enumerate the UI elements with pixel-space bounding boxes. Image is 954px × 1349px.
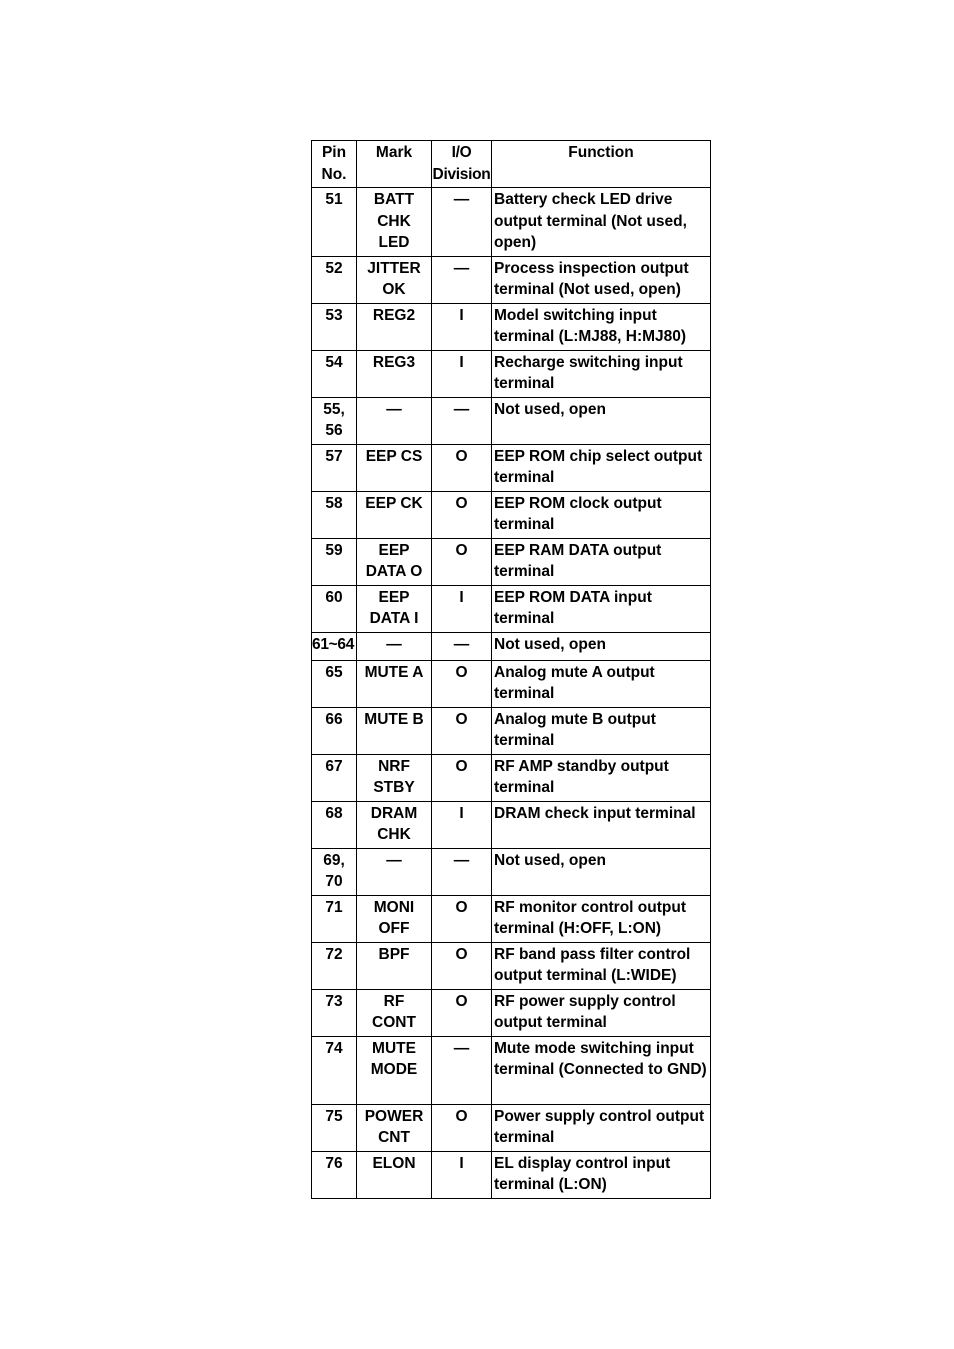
io-division-cell: —	[432, 256, 492, 303]
pin-function-table	[311, 140, 711, 1199]
pin-no-cell: 54	[312, 350, 357, 397]
io-division-cell: I	[432, 303, 492, 350]
pin-no-cell: 75	[312, 1104, 357, 1151]
function-cell: RF power supply control output terminal	[492, 989, 711, 1036]
table-row	[312, 538, 711, 585]
mark-cell: REG2	[357, 303, 432, 350]
pin-no-cell: 57	[312, 444, 357, 491]
pin-no-cell: 60	[312, 585, 357, 632]
pin-no-cell: 51	[312, 188, 357, 257]
function-cell: DRAM check input terminal	[492, 801, 711, 848]
function-cell: Recharge switching input terminal	[492, 350, 711, 397]
function-cell: EEP ROM clock output terminal	[492, 491, 711, 538]
table-row	[312, 256, 711, 303]
function-cell: EL display control input terminal (L:ON)	[492, 1151, 711, 1198]
table-row	[312, 303, 711, 350]
pin-no-cell: 61~64	[312, 632, 357, 660]
table-row	[312, 632, 711, 660]
function-cell: Mute mode switching input terminal (Connected to GND)	[492, 1036, 711, 1104]
io-division-cell: O	[432, 444, 492, 491]
pin-no-cell: 72	[312, 942, 357, 989]
table-row	[312, 585, 711, 632]
mark-cell: JITTER OK	[357, 256, 432, 303]
function-cell: Not used, open	[492, 397, 711, 444]
pin-no-cell: 59	[312, 538, 357, 585]
pin-no-cell: 73	[312, 989, 357, 1036]
table-row	[312, 660, 711, 707]
function-cell: Analog mute B output terminal	[492, 707, 711, 754]
io-division-cell: I	[432, 350, 492, 397]
io-division-cell: O	[432, 491, 492, 538]
io-division-cell: —	[432, 397, 492, 444]
io-division-cell: I	[432, 801, 492, 848]
mark-cell: EEP DATA I	[357, 585, 432, 632]
table-row	[312, 801, 711, 848]
header-function: Function	[492, 141, 711, 188]
pin-no-cell: 65	[312, 660, 357, 707]
io-division-cell: —	[432, 1036, 492, 1104]
mark-cell: —	[357, 848, 432, 895]
mark-cell: BPF	[357, 942, 432, 989]
mark-cell: —	[357, 632, 432, 660]
function-cell: Battery check LED drive output terminal (Not used, open)	[492, 188, 711, 257]
function-cell: Model switching input terminal (L:MJ88, H:MJ80)	[492, 303, 711, 350]
mark-cell: RF CONT	[357, 989, 432, 1036]
pin-no-cell: 76	[312, 1151, 357, 1198]
function-cell: RF band pass filter control output terminal (L:WIDE)	[492, 942, 711, 989]
mark-cell: ELON	[357, 1151, 432, 1198]
pin-no-cell: 68	[312, 801, 357, 848]
function-cell: Analog mute A output terminal	[492, 660, 711, 707]
table-row	[312, 1036, 711, 1104]
table-row	[312, 989, 711, 1036]
header-pin-no: Pin No.	[312, 141, 357, 188]
table-row	[312, 188, 711, 257]
function-cell: Not used, open	[492, 848, 711, 895]
io-division-cell: —	[432, 188, 492, 257]
table-row	[312, 707, 711, 754]
mark-cell: NRF STBY	[357, 754, 432, 801]
table-row	[312, 754, 711, 801]
pin-no-cell: 71	[312, 895, 357, 942]
table-row	[312, 444, 711, 491]
pin-no-cell: 69, 70	[312, 848, 357, 895]
mark-cell: MUTE B	[357, 707, 432, 754]
pin-no-cell: 67	[312, 754, 357, 801]
mark-cell: EEP CK	[357, 491, 432, 538]
mark-cell: MONI OFF	[357, 895, 432, 942]
io-division-cell: O	[432, 989, 492, 1036]
mark-cell: MUTE MODE	[357, 1036, 432, 1104]
pin-no-cell: 52	[312, 256, 357, 303]
mark-cell: BATT CHK LED	[357, 188, 432, 257]
table-row	[312, 397, 711, 444]
header-mark: Mark	[357, 141, 432, 188]
function-cell: Process inspection output terminal (Not used, open)	[492, 256, 711, 303]
function-cell: RF monitor control output terminal (H:OFF, L:ON)	[492, 895, 711, 942]
header-io-division: I/O Division	[432, 141, 492, 188]
io-division-cell: O	[432, 895, 492, 942]
function-cell: EEP ROM chip select output terminal	[492, 444, 711, 491]
pin-no-cell: 58	[312, 491, 357, 538]
mark-cell: POWER CNT	[357, 1104, 432, 1151]
io-division-cell: O	[432, 754, 492, 801]
pin-no-cell: 74	[312, 1036, 357, 1104]
io-division-cell: O	[432, 707, 492, 754]
function-cell: EEP ROM DATA input terminal	[492, 585, 711, 632]
pin-no-cell: 55, 56	[312, 397, 357, 444]
mark-cell: DRAM CHK	[357, 801, 432, 848]
table-row	[312, 1151, 711, 1198]
io-division-cell: I	[432, 1151, 492, 1198]
io-division-cell: O	[432, 942, 492, 989]
table-row	[312, 350, 711, 397]
function-cell: RF AMP standby output terminal	[492, 754, 711, 801]
mark-cell: REG3	[357, 350, 432, 397]
table-row	[312, 1104, 711, 1151]
pin-no-cell: 66	[312, 707, 357, 754]
mark-cell: EEP CS	[357, 444, 432, 491]
mark-cell: —	[357, 397, 432, 444]
table-row	[312, 942, 711, 989]
table-row	[312, 895, 711, 942]
function-cell: Not used, open	[492, 632, 711, 660]
mark-cell: EEP DATA O	[357, 538, 432, 585]
io-division-cell: O	[432, 660, 492, 707]
table-body	[312, 188, 711, 1199]
io-division-cell: —	[432, 848, 492, 895]
io-division-cell: I	[432, 585, 492, 632]
io-division-cell: —	[432, 632, 492, 660]
io-division-cell: O	[432, 1104, 492, 1151]
table-row	[312, 848, 711, 895]
mark-cell: MUTE A	[357, 660, 432, 707]
table-header-row	[312, 141, 711, 188]
function-cell: Power supply control output terminal	[492, 1104, 711, 1151]
pin-no-cell: 53	[312, 303, 357, 350]
function-cell: EEP RAM DATA output terminal	[492, 538, 711, 585]
table-row	[312, 491, 711, 538]
io-division-cell: O	[432, 538, 492, 585]
